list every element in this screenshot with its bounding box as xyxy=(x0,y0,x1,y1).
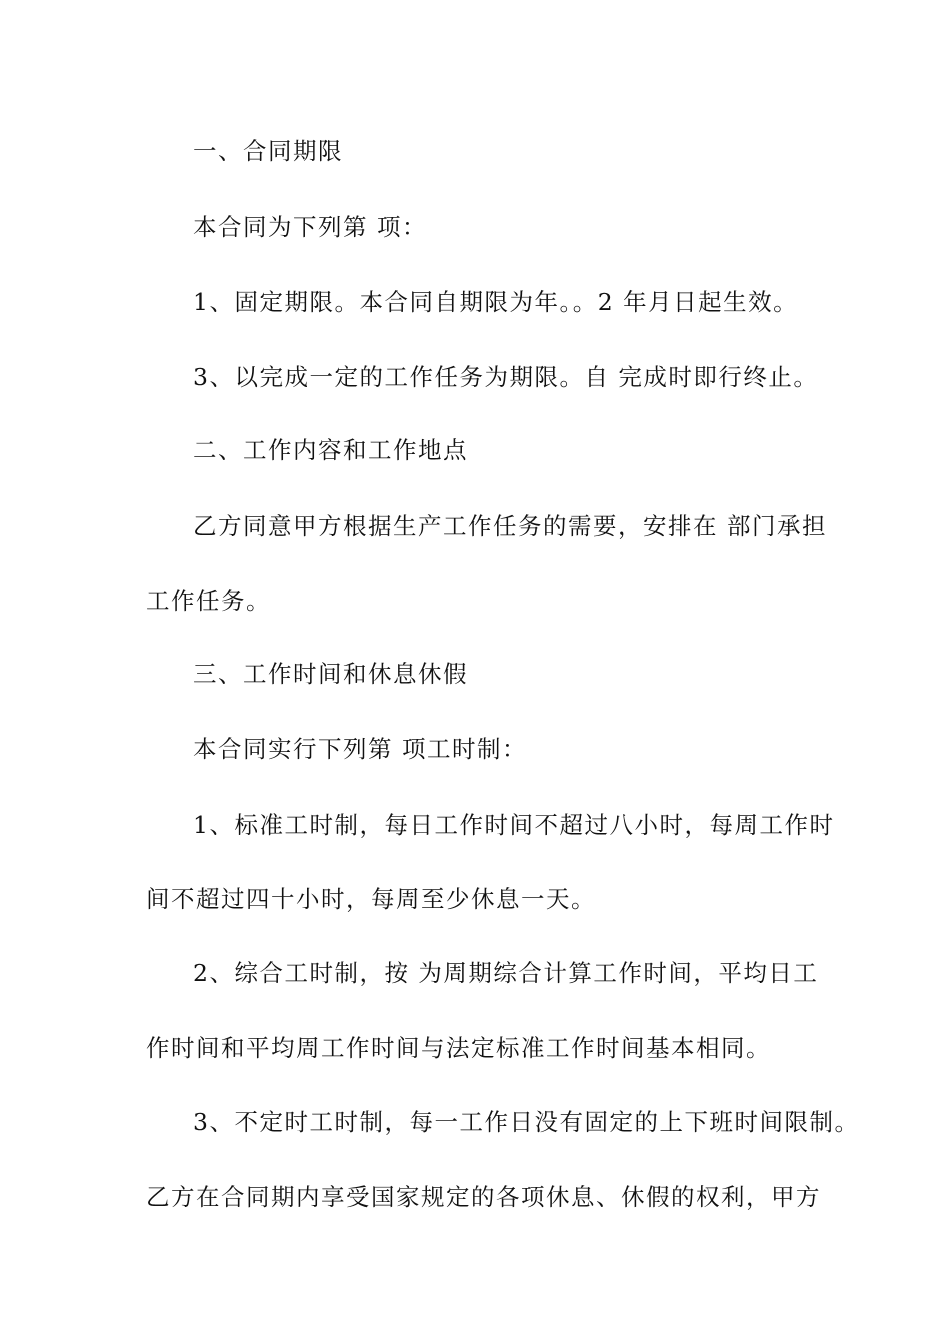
paragraph-line: 本合同为下列第 项： xyxy=(193,213,427,241)
paragraph-line: 3、不定时工时制，每一工作日没有固定的上下班时间限制。 xyxy=(193,1108,860,1136)
section-heading-contract-term: 一、合同期限 xyxy=(193,137,343,165)
paragraph-line: 工作任务。 xyxy=(146,587,271,615)
paragraph-line: 作时间和平均周工作时间与法定标准工作时间基本相同。 xyxy=(146,1034,771,1062)
paragraph-line: 乙方在合同期内享受国家规定的各项休息、休假的权利，甲方 xyxy=(146,1183,821,1211)
paragraph-line: 1、标准工时制，每日工作时间不超过八小时，每周工作时 xyxy=(193,811,835,839)
paragraph-line: 间不超过四十小时，每周至少休息一天。 xyxy=(146,885,596,913)
paragraph-line: 乙方同意甲方根据生产工作任务的需要，安排在 部门承担 xyxy=(193,512,827,540)
paragraph-line: 2、综合工时制，按 为周期综合计算工作时间，平均日工 xyxy=(193,959,819,987)
paragraph-line: 1、固定期限。本合同自期限为年。。2 年月日起生效。 xyxy=(193,288,799,316)
paragraph-line: 本合同实行下列第 项工时制： xyxy=(193,735,527,763)
section-heading-working-hours: 三、工作时间和休息休假 xyxy=(193,660,468,688)
paragraph-line: 3、以完成一定的工作任务为期限。自 完成时即行终止。 xyxy=(193,363,819,391)
section-heading-work-content: 二、工作内容和工作地点 xyxy=(193,436,468,464)
